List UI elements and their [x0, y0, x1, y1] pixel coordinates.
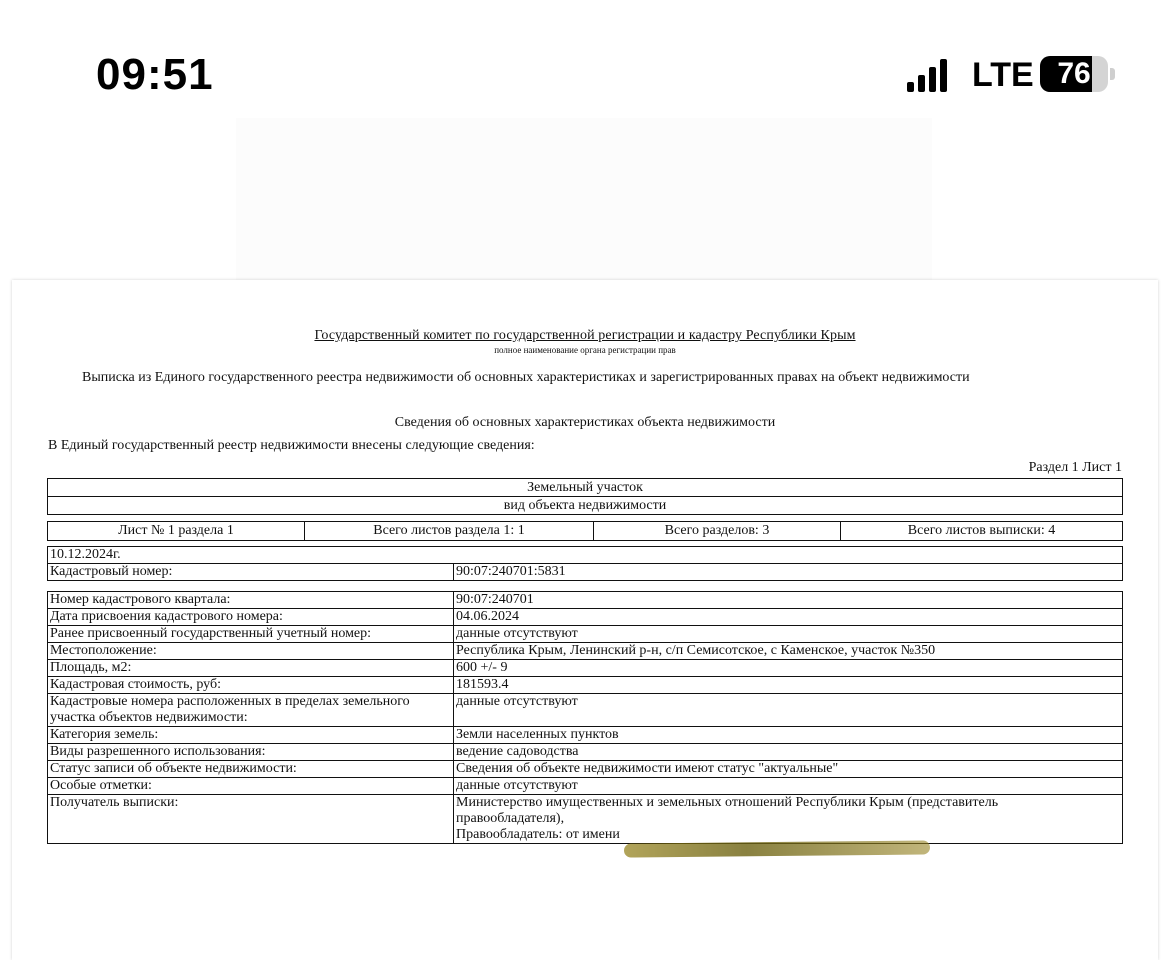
total-section-sheets: Всего листов раздела 1: 1: [304, 522, 593, 540]
row-label: Дата присвоения кадастрового номера:: [48, 609, 454, 626]
signal-icon: [907, 58, 947, 92]
table-row: [48, 761, 1123, 778]
row-label: Кадастровые номера расположенных в пределах земельного участка объектов недвижимости:: [48, 694, 454, 727]
row-label: Кадастровая стоимость, руб:: [48, 677, 454, 694]
row-label: Виды разрешенного использования:: [48, 744, 454, 761]
row-value: Сведения об объекте недвижимости имеют статус "актуальные": [454, 761, 1123, 778]
total-sections: Всего разделов: 3: [593, 522, 840, 540]
row-label: Категория земель:: [48, 727, 454, 744]
cadastral-number-label: Кадастровый номер:: [48, 564, 454, 581]
row-value: данные отсутствуют: [454, 626, 1123, 643]
sheet-number: Лист № 1 раздела 1: [118, 523, 234, 538]
sheet-reference: Раздел 1 Лист 1: [1028, 460, 1122, 475]
table-row: [48, 626, 1123, 643]
blank-area: [236, 118, 932, 280]
object-type-box: [47, 478, 1123, 515]
extract-title: Выписка из Единого государственного реестра недвижимости об основных характеристиках и зарегистрированных правах на объект недвижимости: [82, 370, 970, 385]
recipient-row: [48, 795, 1123, 844]
object-type: Земельный участок: [527, 480, 643, 495]
extract-date: 10.12.2024г.: [48, 547, 1123, 564]
registration-authority: Государственный комитет по государственной регистрации и кадастру Республики Крым: [314, 328, 856, 343]
recipient-label: Получатель выписки:: [48, 795, 454, 844]
characteristics-table: [47, 591, 1123, 844]
network-type: LTE: [972, 56, 1034, 94]
table-row: [48, 778, 1123, 795]
table-row: [48, 660, 1123, 677]
row-value: Республика Крым, Ленинский р-н, с/п Семисотское, с Каменское, участок №350: [454, 643, 1123, 660]
row-value: данные отсутствуют: [454, 694, 1123, 727]
row-label: Площадь, м2:: [48, 660, 454, 677]
object-type-caption: вид объекта недвижимости: [48, 496, 1122, 514]
authority-caption: полное наименование органа регистрации прав: [494, 345, 676, 355]
sheet-info-row: [47, 521, 1123, 541]
table-row: [48, 592, 1123, 609]
table-row: [48, 694, 1123, 727]
row-value: Земли населенных пунктов: [454, 727, 1123, 744]
total-extract-sheets: Всего листов выписки: 4: [840, 522, 1122, 540]
date-cadastral-table: [47, 546, 1123, 581]
section-title: Сведения об основных характеристиках объекта недвижимости: [394, 415, 776, 430]
intro-text: В Единый государственный реестр недвижимости внесены следующие сведения:: [48, 438, 535, 453]
cadastral-number-row: [48, 564, 1123, 581]
row-value: данные отсутствуют: [454, 778, 1123, 795]
date-row: [48, 547, 1123, 564]
row-label: Особые отметки:: [48, 778, 454, 795]
recipient-line: Правообладатель: от имени: [456, 827, 620, 842]
row-value: ведение садоводства: [454, 744, 1123, 761]
cadastral-number-value: 90:07:240701:5831: [454, 564, 1123, 581]
recipient-value: [454, 795, 1123, 844]
row-label: Номер кадастрового квартала:: [48, 592, 454, 609]
row-value: 90:07:240701: [454, 592, 1123, 609]
clock: 09:51: [96, 50, 214, 99]
row-label: Ранее присвоенный государственный учетный номер:: [48, 626, 454, 643]
status-bar: [0, 0, 1170, 120]
row-value: 04.06.2024: [454, 609, 1123, 626]
table-row: [48, 609, 1123, 626]
table-row: [48, 643, 1123, 660]
row-value: 181593.4: [454, 677, 1123, 694]
recipient-line: Министерство имущественных и земельных отношений Республики Крым (представитель: [456, 795, 999, 810]
row-label: Местоположение:: [48, 643, 454, 660]
battery-icon: [1040, 56, 1108, 92]
row-value: 600 +/- 9: [454, 660, 1123, 677]
recipient-line: правообладателя),: [456, 811, 565, 826]
row-label: Статус записи об объекте недвижимости:: [48, 761, 454, 778]
table-row: [48, 727, 1123, 744]
table-row: [48, 677, 1123, 694]
table-row: [48, 744, 1123, 761]
battery-percent: 76: [1057, 57, 1091, 90]
battery-tip: [1110, 68, 1115, 80]
